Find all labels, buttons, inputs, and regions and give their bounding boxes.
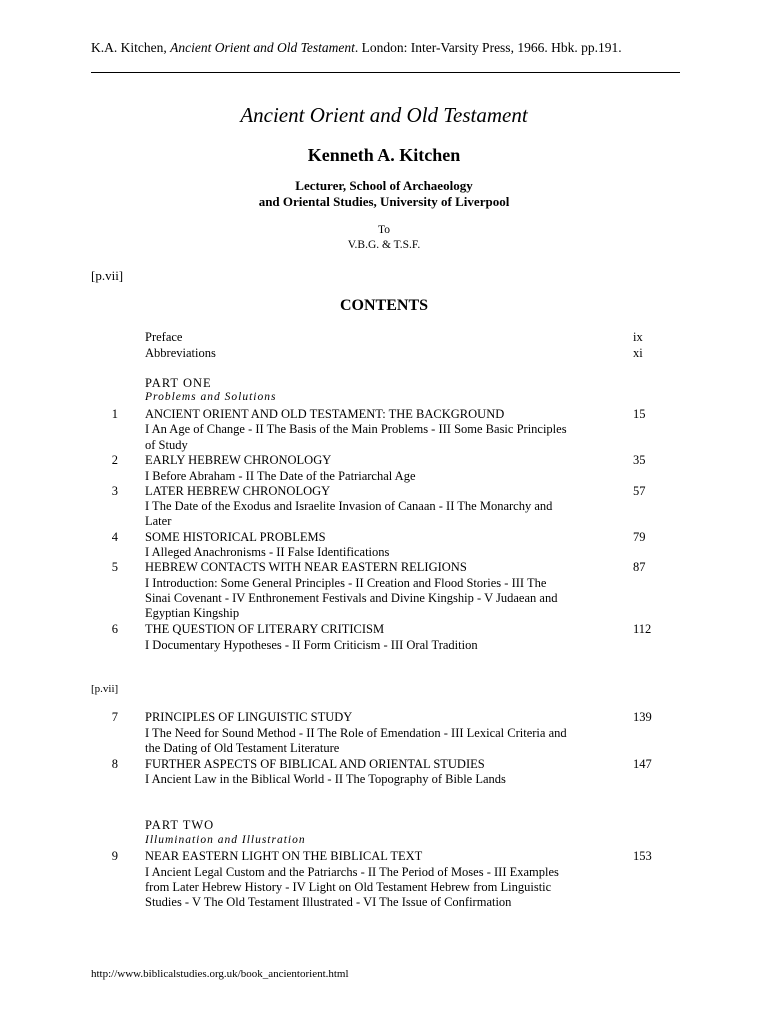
chapter-sections: Sinai Covenant - IV Enthronement Festivals and Divine Kingship - V Judaean and: [145, 591, 558, 605]
part-label: PART ONE: [145, 376, 212, 390]
chapter-number: 9: [111, 849, 118, 863]
chapter-sections: I Ancient Law in the Biblical World - II The Topography of Bible Lands: [145, 772, 506, 786]
page-marker: [p.vii]: [91, 683, 119, 695]
chapter-sections: I Introduction: Some General Principles - II Creation and Flood Stories - III The: [145, 576, 547, 590]
chapter-title: ANCIENT ORIENT AND OLD TESTAMENT: THE BACKGROUND: [145, 407, 505, 421]
chapter-sections: Egyptian Kingship: [145, 606, 240, 620]
chapter-number: 4: [111, 530, 118, 544]
chapter-sections: I An Age of Change - II The Basis of the Main Problems - III Some Basic Principles: [145, 422, 567, 436]
book-title: Ancient Orient and Old Testament: [240, 103, 528, 127]
toc-entry-page: ix: [633, 330, 643, 344]
chapter-page: 35: [633, 453, 646, 467]
chapter-sections: Later: [145, 514, 172, 528]
citation-header: [91, 40, 622, 56]
header-rule: [91, 72, 680, 73]
chapter-page: 112: [633, 622, 652, 636]
chapter-sections: Studies - V The Old Testament Illustrated - VI The Issue of Confirmation: [145, 895, 512, 909]
chapter-number: 2: [111, 453, 118, 467]
contents-heading: CONTENTS: [339, 297, 429, 314]
page-marker: [p.vii]: [91, 268, 124, 283]
citation-publication: . London: Inter-Varsity Press, 1966. Hbk. pp.191.: [354, 40, 622, 55]
chapter-page: 147: [633, 757, 652, 771]
chapter-sections: the Dating of Old Testament Literature: [145, 741, 340, 755]
chapter-title: THE QUESTION OF LITERARY CRITICISM: [145, 622, 385, 636]
chapter-number: 6: [111, 622, 118, 636]
chapter-sections: I Before Abraham - II The Date of the Patriarchal Age: [145, 469, 416, 483]
part-label: PART TWO: [145, 818, 215, 832]
chapter-title: FURTHER ASPECTS OF BIBLICAL AND ORIENTAL STUDIES: [145, 757, 485, 771]
affiliation-line: and Oriental Studies, University of Liverpool: [258, 194, 510, 209]
chapter-sections: I The Date of the Exodus and Israelite Invasion of Canaan - II The Monarchy and: [145, 499, 553, 513]
chapter-number: 7: [111, 710, 118, 724]
dedication: [0, 223, 768, 253]
source-url[interactable]: http://www.biblicalstudies.org.uk/book_ancientorient.html: [91, 968, 349, 980]
chapter-title: EARLY HEBREW CHRONOLOGY: [145, 453, 332, 467]
chapter-sections: I Alleged Anachronisms - II False Identifications: [145, 545, 390, 559]
chapter-number: 3: [111, 484, 118, 498]
chapter-title: LATER HEBREW CHRONOLOGY: [145, 484, 331, 498]
dedication-line: To: [378, 224, 390, 236]
toc-entry-label: Abbreviations: [145, 346, 216, 360]
chapter-number: 8: [111, 757, 118, 771]
chapter-sections: I Ancient Legal Custom and the Patriarchs - II The Period of Moses - III Examples: [145, 865, 559, 879]
chapter-page: 57: [633, 484, 646, 498]
citation-author: K.A. Kitchen,: [91, 40, 171, 55]
chapter-page: 15: [633, 407, 646, 421]
chapter-title: SOME HISTORICAL PROBLEMS: [145, 530, 326, 544]
author-affiliation: [0, 178, 768, 210]
chapter-title: PRINCIPLES OF LINGUISTIC STUDY: [145, 710, 353, 724]
chapter-sections: I The Need for Sound Method - II The Role of Emendation - III Lexical Criteria and: [145, 726, 567, 740]
affiliation-line: Lecturer, School of Archaeology: [295, 178, 473, 193]
chapter-sections: I Documentary Hypotheses - II Form Criticism - III Oral Tradition: [145, 638, 478, 652]
toc-entry-page: xi: [633, 346, 643, 360]
chapter-page: 87: [633, 560, 646, 574]
part-subtitle: Illumination and Illustration: [145, 834, 306, 846]
chapter-number: 1: [111, 407, 118, 421]
part-subtitle: Problems and Solutions: [145, 391, 277, 403]
dedication-line: V.B.G. & T.S.F.: [347, 239, 421, 251]
chapter-title: HEBREW CONTACTS WITH NEAR EASTERN RELIGIONS: [145, 560, 467, 574]
citation-title: Ancient Orient and Old Testament: [170, 40, 355, 55]
chapter-page: 139: [633, 710, 652, 724]
chapter-sections: of Study: [145, 438, 188, 452]
chapter-page: 153: [633, 849, 652, 863]
toc-entry-label: Preface: [145, 330, 183, 344]
chapter-title: NEAR EASTERN LIGHT ON THE BIBLICAL TEXT: [145, 849, 423, 863]
book-author: Kenneth A. Kitchen: [307, 145, 461, 165]
chapter-number: 5: [111, 560, 118, 574]
chapter-sections: from Later Hebrew History - IV Light on Old Testament Hebrew from Linguistic: [145, 880, 552, 894]
chapter-page: 79: [633, 530, 646, 544]
